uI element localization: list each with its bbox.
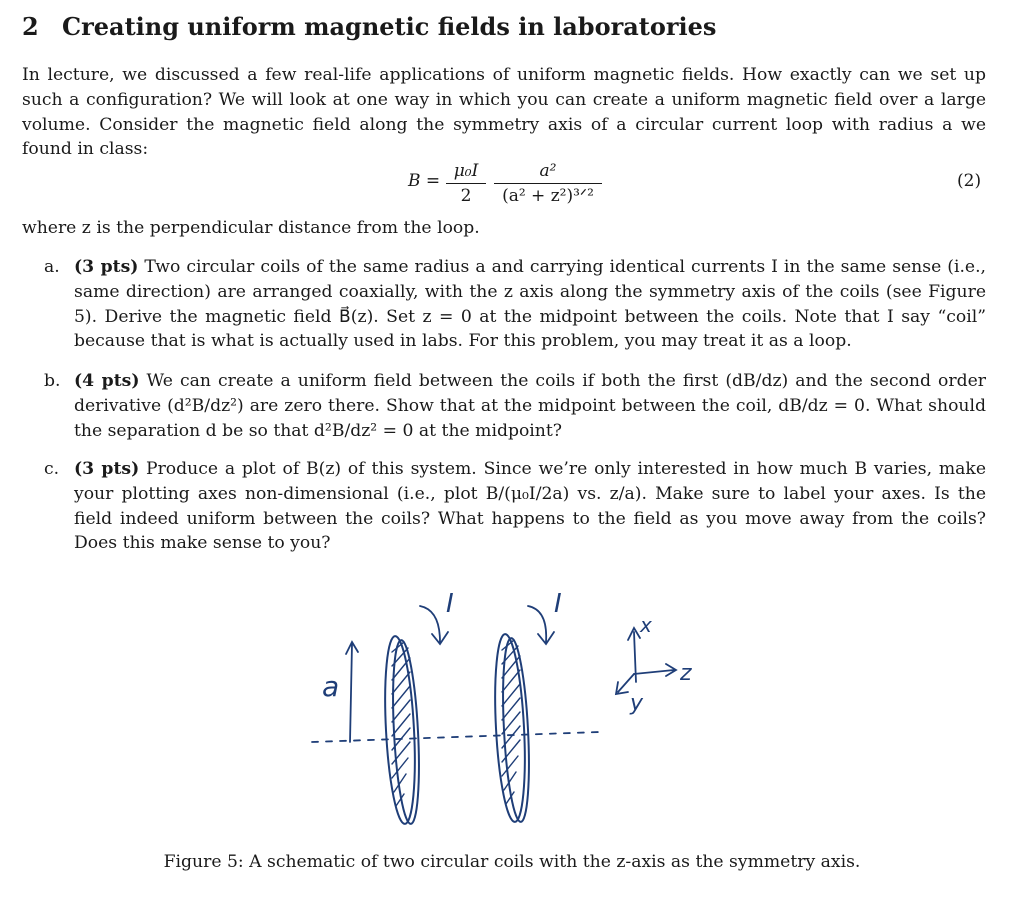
current-arrow-right [528,606,554,644]
section-number: 2 [22,12,39,41]
problem-item-a [44,255,986,354]
item-points: (3 pts) [74,257,139,277]
intro-paragraph: In lecture, we discussed a few real-life applications of uniform magnetic fields. How exactly can we set up such a configuration? We will look at one way in which you can create a uniform magnetic field over a large volume. Consider the magnetic field along the symmetry axis of a circular current loop with radius a we found in class: [22,65,986,160]
item-text: Two circular coils of the same radius a and carrying identical currents I in the same sense (i.e., same direction) are arranged coaxially, with the z axis along the symmetry axis of the coils (see Figure 5). Derive the magnetic field B⃗(z). Set z = 0 at the midpoint between the coils. Note that I say “coil” because that is what is actually used in labs. For this problem, you may treat it as a loop. [74,257,987,352]
equation-number: (2) [957,171,982,191]
item-label: a. [44,257,60,277]
radius-arrow [346,642,358,742]
current-arrow-left [420,606,448,644]
equation-2 [0,155,1024,215]
fraction-geometry-denominator: (a² + z²)³ᐟ² [502,186,594,206]
fraction-prefactor-numerator: μ₀I [453,161,479,181]
problem-item-c [44,457,986,556]
fraction-geometry [492,159,604,208]
left-coil [381,635,423,824]
where-paragraph: where z is the perpendicular distance from the loop. [22,218,480,238]
fraction-prefactor-denominator: 2 [460,186,472,206]
item-label: c. [44,459,60,479]
problem-item-b [44,369,986,443]
axis-x-label: x [640,613,652,637]
coil-schematic-figure [300,582,720,832]
axis-y-label: y [630,691,644,716]
item-text: Produce a plot of B(z) of this system. Since we’re only interested in how much B varies, make your plotting axes non-dimensional (i.e., plot B/(μ₀I/2a) vs. z/a). Make sure to label your axes. Is the field indeed uniform between the coils? What happens to the field as you move away from the coils? Does this make sense to you? [74,459,987,554]
figure-caption: Figure 5: A schematic of two circular coils with the z-axis as the symmetry axis. [163,852,861,872]
fraction-geometry-numerator: a² [539,161,557,181]
current-label-left: I [446,589,454,619]
fraction-prefactor [444,159,488,208]
axis-z-arrow [634,664,676,676]
item-label: b. [44,371,61,391]
right-coil [491,633,533,822]
section-title: Creating uniform magnetic fields in laboratories [62,12,717,41]
axis-z-label: z [680,661,692,686]
symmetry-axis-dashed [312,732,600,742]
item-points: (3 pts) [74,459,140,479]
equation-lhs: B = [408,171,441,191]
radius-label: a [322,670,340,703]
item-points: (4 pts) [74,371,140,391]
current-label-right: I [554,589,562,619]
item-text: We can create a uniform field between the coils if both the first (dB/dz) and the second order derivative (d²B/dz²) are zero there. Show that at the midpoint between the coil, dB/dz = 0. What should the separation d be so that d²B/dz² = 0 at the midpoint? [74,371,986,441]
section-heading [22,12,716,41]
